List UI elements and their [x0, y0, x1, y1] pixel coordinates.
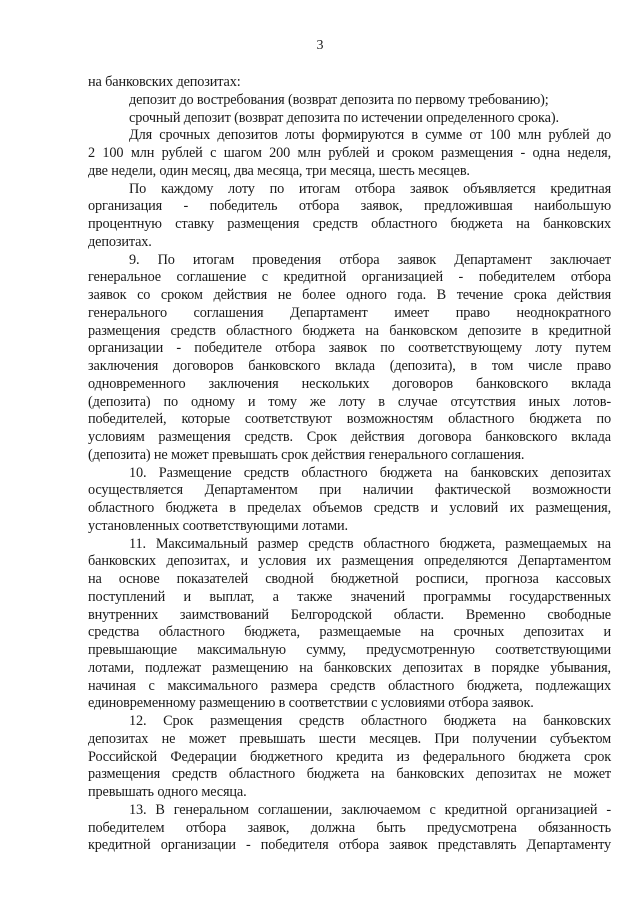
text-line: заявок со сроком действия не более одного года. В течение срока действия	[88, 287, 611, 303]
paragraph-12	[88, 713, 611, 802]
text-line: банковских депозитах, и условия их размещения определяются Департаментом	[88, 553, 611, 570]
text-line: организация - победитель отбора заявок, предложившая наибольшую	[88, 198, 611, 215]
text-line: лотами, подлежат размещению на банковских депозитах в порядке убывания,	[88, 659, 611, 676]
text-line: депозит до востребования (возврат депозита по первому требованию);	[129, 91, 549, 108]
text-line: на основе показателей сводной бюджетной росписи, прогноза кассовых	[88, 571, 611, 587]
text-line: осуществляется Департаментом при наличии фактической возможности	[88, 482, 611, 499]
text-line: превышать одного месяца.	[88, 784, 247, 800]
text-line: 2 100 млн рублей с шагом 200 млн рублей и сроком размещения - одна неделя,	[88, 145, 611, 161]
text-line: условиям размещения средств. Срок действия договора банковского вклада	[88, 429, 611, 445]
text-line: областного бюджета в пределах объемов средств и условий их размещения,	[88, 500, 611, 516]
paragraph-winner	[88, 181, 611, 252]
paragraph-9	[88, 252, 611, 465]
text-line: Российской Федерации бюджетного кредита из федерального бюджета срок	[88, 748, 611, 765]
text-line: две недели, один месяц, два месяца, три месяца, шесть месяцев.	[88, 162, 470, 179]
text-line: размещения средств областного бюджета на банковских депозитах не может	[88, 766, 611, 783]
text-line: 12. Срок размещения средств областного бюджета на банковских	[129, 713, 611, 729]
text-line: внутренних заимствований Белгородской области. Временно свободные	[88, 606, 611, 623]
paragraph-intro	[88, 74, 611, 92]
text-line: установленных соответствующими лотами.	[88, 517, 348, 534]
paragraph-11	[88, 536, 611, 714]
text-line: одновременного заключения нескольких договоров банковского вклада	[88, 375, 611, 392]
text-line: генерального соглашения Департамент имеет право неоднократного	[88, 304, 611, 321]
text-line: 13. В генеральном соглашении, заключаемом с кредитной организацией -	[129, 801, 611, 818]
document-body	[88, 74, 611, 855]
text-line: 10. Размещение средств областного бюджета на банковских депозитах	[129, 464, 611, 481]
text-line: процентную ставку размещения средств областного бюджета на банковских	[88, 216, 611, 232]
text-line: кредитной организации - победителя отбора заявок представлять Департаменту	[88, 837, 611, 854]
text-line: генеральное соглашение с кредитной организацией - победителем отбора	[88, 269, 611, 286]
text-line: размещения средств областного бюджета на банковском депозите в кредитной	[88, 322, 611, 339]
paragraph-demand	[88, 92, 611, 110]
paragraph-lots	[88, 127, 611, 180]
text-line: единовременному размещению в соответствии с условиями отбора заявок.	[88, 695, 534, 712]
text-line: поступлений и выплат, а также значений программы государственных	[88, 588, 611, 605]
text-line: 9. По итогам проведения отбора заявок Департамент заключает	[129, 251, 611, 268]
text-line: По каждому лоту по итогам отбора заявок объявляется кредитная	[129, 180, 611, 197]
text-line: депозитах не может превышать шести месяцев. При получении субъектом	[88, 730, 611, 747]
text-line: депозитах.	[88, 233, 152, 250]
text-line: на банковских депозитах:	[88, 74, 241, 90]
text-line: организации - победителе отбора заявок по соответствующему лоту путем	[88, 340, 611, 357]
paragraph-term	[88, 110, 611, 128]
text-line: (депозита) по одному и тому же лоту в случае отсутствия иных лотов-	[88, 393, 611, 410]
text-line: (депозита) не может превышать срок действия генерального соглашения.	[88, 446, 525, 463]
text-line: заключения договоров банковского вклада (депозита), в том числе право	[88, 358, 611, 374]
text-line: превышающие максимальную сумму, предусмотренную соответствующими	[88, 642, 611, 658]
text-line: Для срочных депозитов лоты формируются в сумме от 100 млн рублей до	[129, 127, 611, 144]
text-line: начиная с максимального размера средств областного бюджета, подлежащих	[88, 677, 611, 694]
text-line: средства областного бюджета, размещаемые на срочных депозитах и	[88, 624, 611, 641]
text-line: срочный депозит (возврат депозита по истечении определенного срока).	[129, 109, 559, 126]
paragraph-10	[88, 465, 611, 536]
text-line: победителей, которые соответствуют возможностям областного бюджета по	[88, 411, 611, 428]
paragraph-13	[88, 802, 611, 855]
text-line: победителем отбора заявок, должна быть предусмотрена обязанность	[88, 819, 611, 836]
text-line: 11. Максимальный размер средств областного бюджета, размещаемых на	[129, 535, 611, 552]
page-number: 3	[316, 38, 324, 53]
